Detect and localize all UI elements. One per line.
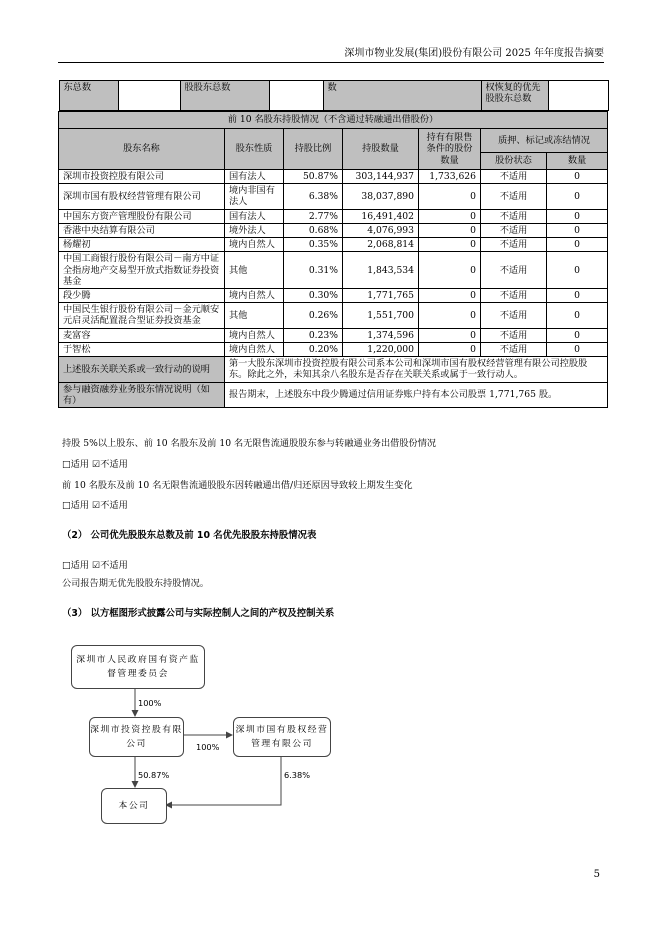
- shareholder-restricted: 0: [419, 223, 481, 237]
- shareholder-ratio: 50.87%: [284, 170, 343, 184]
- preferred-applicable: □适用 ☑不适用: [62, 560, 128, 571]
- pledge-status: 不适用: [481, 209, 547, 223]
- label-100-a: 100%: [138, 698, 162, 708]
- pledge-qty: 0: [547, 252, 608, 289]
- preferred-note: 公司报告期无优先股股东持股情况。: [62, 578, 209, 589]
- shareholder-ratio: 0.31%: [284, 252, 343, 289]
- shareholder-qty: 2,068,814: [343, 238, 419, 252]
- top-label-2: 股股东总数: [180, 81, 269, 111]
- margin-label: 参与融资融券业务股东情况说明（如有）: [59, 382, 225, 407]
- shareholder-ratio: 0.26%: [284, 303, 343, 328]
- shareholder-qty: 1,551,700: [343, 303, 419, 328]
- shareholder-ratio: 0.20%: [284, 342, 343, 356]
- shareholder-qty: 303,144,937: [343, 170, 419, 184]
- col-header-nature: 股东性质: [225, 129, 284, 170]
- related-text: 第一大股东深圳市投资控股有限公司系本公司和深圳市国有股权经营管理有限公司控股股东。除此之外，未知其余八名股东是否存在关联关系或属于一致行动人。: [225, 357, 608, 382]
- shareholder-name: 深圳市国有股权经营管理有限公司: [59, 184, 225, 209]
- page-number: 5: [593, 869, 600, 880]
- arrow-state-equity-to-company: [166, 755, 281, 805]
- pledge-status: 不适用: [481, 252, 547, 289]
- pledge-qty: 0: [547, 238, 608, 252]
- label-5087: 50.87%: [138, 770, 170, 780]
- pledge-qty: 0: [547, 288, 608, 302]
- lending-change-applicable: □适用 ☑不适用: [62, 500, 128, 511]
- pledge-status: 不适用: [481, 342, 547, 356]
- shareholder-qty: 1,843,534: [343, 252, 419, 289]
- shareholder-ratio: 0.23%: [284, 328, 343, 342]
- lending-change-note: 前 10 名股东及前 10 名无限售流通股股东因转融通出借/归还原因导致较上期发生变化: [62, 480, 413, 491]
- shareholder-name: 深圳市投资控股有限公司: [59, 170, 225, 184]
- shareholder-qty: 1,374,596: [343, 328, 419, 342]
- col-header-pledge: 质押、标记或冻结情况: [481, 129, 608, 153]
- shareholder-qty: 16,491,402: [343, 209, 419, 223]
- related-label: 上述股东关联关系或一致行动的说明: [59, 357, 225, 382]
- pledge-status: 不适用: [481, 170, 547, 184]
- pledge-status: 不适用: [481, 184, 547, 209]
- shareholder-ratio: 0.35%: [284, 238, 343, 252]
- shareholder-nature: 其他: [225, 303, 284, 328]
- pledge-qty: 0: [547, 328, 608, 342]
- shareholder-nature: 境内自然人: [225, 288, 284, 302]
- shareholder-restricted: 0: [419, 209, 481, 223]
- shareholder-qty: 1,771,765: [343, 288, 419, 302]
- pledge-status: 不适用: [481, 223, 547, 237]
- shareholder-qty: 1,220,000: [343, 342, 419, 356]
- shareholder-restricted: 0: [419, 252, 481, 289]
- shareholder-name: 杨耀初: [59, 238, 225, 252]
- shareholder-nature: 境内非国有法人: [225, 184, 284, 209]
- pledge-qty: 0: [547, 223, 608, 237]
- shareholder-name: 段少腾: [59, 288, 225, 302]
- shareholder-nature: 境内自然人: [225, 328, 284, 342]
- shareholder-name: 于智松: [59, 342, 225, 356]
- shareholder-nature: 境内自然人: [225, 342, 284, 356]
- shareholder-name: 中国民生银行股份有限公司－金元顺安元启灵活配置混合型证券投资基金: [59, 303, 225, 328]
- col-header-ratio: 持股比例: [284, 129, 343, 170]
- shareholder-name: 麦富容: [59, 328, 225, 342]
- shareholder-name: 中国东方资产管理股份有限公司: [59, 209, 225, 223]
- shareholder-nature: 国有法人: [225, 209, 284, 223]
- shareholder-restricted: 0: [419, 238, 481, 252]
- col-header-pledge-qty: 数量: [547, 153, 608, 170]
- shareholder-name: 香港中央结算有限公司: [59, 223, 225, 237]
- box-state-equity-management: 深圳市国有股权经营管理有限公司: [233, 717, 331, 757]
- top-label-4: 权恢复的优先股股东总数: [481, 81, 548, 111]
- shareholder-restricted: 0: [419, 328, 481, 342]
- shareholder-restricted: 0: [419, 184, 481, 209]
- pledge-status: 不适用: [481, 238, 547, 252]
- box-sasac: 深圳市人民政府国有资产监督管理委员会: [71, 645, 205, 689]
- pledge-qty: 0: [547, 184, 608, 209]
- shareholder-restricted: 0: [419, 288, 481, 302]
- top-label-3: 数: [323, 81, 481, 111]
- col-header-pledge-status: 股份状态: [481, 153, 547, 170]
- shareholder-restricted: 0: [419, 303, 481, 328]
- col-header-restricted: 持有有限售条件的股份数量: [419, 129, 481, 170]
- pledge-status: 不适用: [481, 328, 547, 342]
- margin-text: 报告期末，上述股东中段少腾通过信用证券账户持有本公司股票 1,771,765 股。: [225, 382, 608, 407]
- page-header: 深圳市物业发展(集团)股份有限公司 2025 年年度报告摘要: [58, 44, 604, 63]
- box-shenzhen-investment-holdings: 深圳市投资控股有限公司: [89, 717, 184, 757]
- section-title: 前 10 名股东持股情况（不含通过转融通出借股份）: [59, 112, 608, 129]
- shareholder-nature: 境内自然人: [225, 238, 284, 252]
- pledge-status: 不适用: [481, 288, 547, 302]
- top-label-1: 东总数: [59, 81, 118, 111]
- shareholder-qty: 38,037,890: [343, 184, 419, 209]
- shareholder-restricted: 0: [419, 342, 481, 356]
- shareholder-name: 中国工商银行股份有限公司－南方中证全指房地产交易型开放式指数证券投资基金: [59, 252, 225, 289]
- shareholder-ratio: 0.68%: [284, 223, 343, 237]
- shareholder-nature: 国有法人: [225, 170, 284, 184]
- label-100-b: 100%: [196, 742, 220, 752]
- section-heading-3: （3） 以方框图形式披露公司与实际控制人之间的产权及控制关系: [62, 608, 335, 619]
- shareholder-qty: 4,076,993: [343, 223, 419, 237]
- shareholder-nature: 其他: [225, 252, 284, 289]
- pledge-qty: 0: [547, 342, 608, 356]
- col-header-name: 股东名称: [59, 129, 225, 170]
- pledge-qty: 0: [547, 303, 608, 328]
- pledge-qty: 0: [547, 209, 608, 223]
- pledge-qty: 0: [547, 170, 608, 184]
- section-heading-2: （2） 公司优先股股东总数及前 10 名优先股股东持股情况表: [62, 530, 317, 541]
- lending-applicable: □适用 ☑不适用: [62, 459, 128, 470]
- shareholder-ratio: 0.30%: [284, 288, 343, 302]
- shareholder-ratio: 2.77%: [284, 209, 343, 223]
- label-638: 6.38%: [284, 770, 311, 780]
- pledge-status: 不适用: [481, 303, 547, 328]
- box-company: 本公司: [101, 788, 167, 824]
- lending-note: 持股 5%以上股东、前 10 名股东及前 10 名无限售流通股股东参与转融通业务出借股份情况: [62, 438, 437, 449]
- shareholder-ratio: 6.38%: [284, 184, 343, 209]
- shareholder-nature: 境外法人: [225, 223, 284, 237]
- shareholder-restricted: 1,733,626: [419, 170, 481, 184]
- col-header-qty: 持股数量: [343, 129, 419, 170]
